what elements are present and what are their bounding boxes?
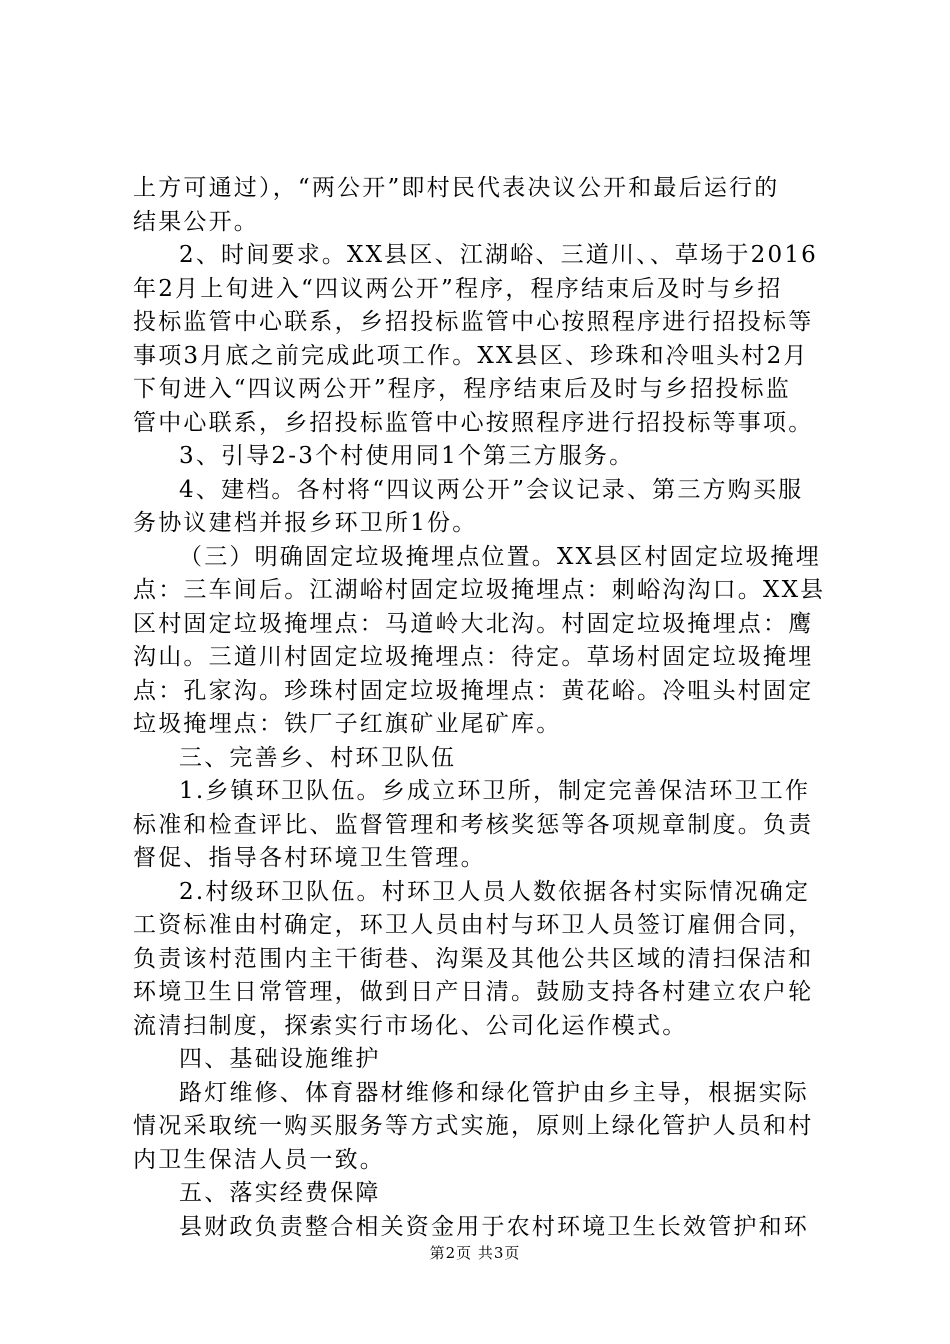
page-footer: 第2页 共3页 bbox=[429, 1244, 521, 1262]
text-line: 3、引导2-3个村使用同1个第三方服务。 bbox=[179, 443, 635, 469]
text-line: 路灯维修、体育器材维修和绿化管护由乡主导，根据实际 bbox=[179, 1079, 809, 1106]
text-line: 上方可通过），“两公开”即村民代表决议公开和最后运行的 bbox=[133, 175, 780, 201]
text-line: 垃圾掩埋点：铁厂子红旗矿业尾矿库。 bbox=[133, 711, 562, 737]
text-line: 工资标准由村确定，环卫人员由村与环卫人员签订雇佣合同， bbox=[133, 912, 814, 938]
text-line: 点：孔家沟。珍珠村固定垃圾掩埋点：黄花峪。冷咀头村固定 bbox=[133, 677, 814, 704]
text-line: 情况采取统一购买服务等方式实施，原则上绿化管护人员和村 bbox=[133, 1113, 814, 1139]
text-line: 环境卫生日常管理，做到日产日清。鼓励支持各村建立农户轮 bbox=[133, 979, 814, 1005]
text-line: 点：三车间后。江湖峪村固定垃圾掩埋点：刺峪沟沟口。XX县 bbox=[133, 577, 826, 603]
text-line: 投标监管中心联系，乡招投标监管中心按照程序进行招投标等 bbox=[133, 309, 814, 335]
text-line: 四、基础设施维护 bbox=[179, 1046, 381, 1072]
text-line: 内卫生保洁人员一致。 bbox=[133, 1146, 385, 1173]
text-line: 年2月上旬进入“四议两公开”程序，程序结束后及时与乡招 bbox=[133, 275, 783, 302]
text-line: 结果公开。 bbox=[133, 208, 259, 235]
text-line: 负责该村范围内主干街巷、沟渠及其他公共区域的清扫保洁和 bbox=[133, 945, 814, 972]
text-line: 2、时间要求。XX县区、江湖峪、三道川、、草场于2016 bbox=[179, 242, 819, 268]
text-line: 标准和检查评比、监督管理和考核奖惩等各项规章制度。负责 bbox=[133, 811, 814, 838]
text-line: 1.乡镇环卫队伍。乡成立环卫所，制定完善保洁环卫工作 bbox=[179, 778, 811, 804]
text-line: 沟山。三道川村固定垃圾掩埋点：待定。草场村固定垃圾掩埋 bbox=[133, 644, 814, 670]
text-line: 县财政负责整合相关资金用于农村环境卫生长效管护和环 bbox=[179, 1213, 809, 1240]
text-line: 务协议建档并报乡环卫所1份。 bbox=[133, 510, 478, 536]
text-line: 下旬进入“四议两公开”程序，程序结束后及时与乡招投标监 bbox=[133, 376, 791, 402]
text-line: （三）明确固定垃圾掩埋点位置。XX县区村固定垃圾掩埋 bbox=[179, 543, 821, 570]
text-line: 三、完善乡、村环卫队伍 bbox=[179, 744, 457, 771]
text-line: 区村固定垃圾掩埋点：马道岭大北沟。村固定垃圾掩埋点：鹰 bbox=[133, 610, 814, 637]
text-line: 五、落实经费保障 bbox=[179, 1180, 381, 1206]
document-body bbox=[133, 172, 833, 1244]
text-line: 4、建档。各村将“四议两公开”会议记录、第三方购买服 bbox=[179, 476, 804, 503]
text-line: 管中心联系，乡招投标监管中心按照程序进行招投标等事项。 bbox=[133, 409, 814, 436]
text-line: 流清扫制度，探索实行市场化、公司化运作模式。 bbox=[133, 1012, 688, 1039]
text-line: 2.村级环卫队伍。村环卫人员人数依据各村实际情况确定 bbox=[179, 878, 811, 905]
text-line: 事项3月底之前完成此项工作。XX县区、珍珠和冷咀头村2月 bbox=[133, 342, 809, 369]
text-line: 督促、指导各村环境卫生管理。 bbox=[133, 845, 486, 871]
